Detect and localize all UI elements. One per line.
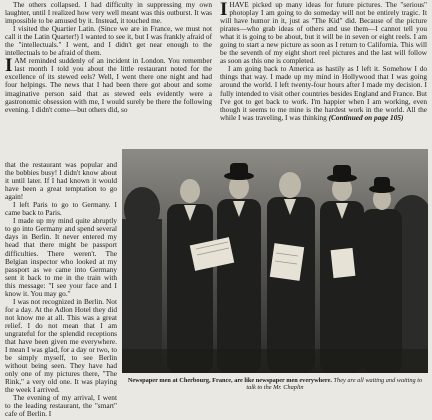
newspaper-men-photo bbox=[122, 149, 428, 373]
paragraph: The evening of my arrival, I went to the leading restaurant, the "smart" cafe of Berlin. I bbox=[5, 393, 117, 419]
paragraph: I visited the Quartier Latin. (Since we are in France, we must not call it the Latin Quarter!) I wanted to see it, but I was frankly afraid of the "intellectuals." I went, and I didn't get near enough to the intellectuals to be afraid of them. bbox=[5, 24, 212, 58]
drop-cap: I bbox=[220, 0, 228, 20]
paragraph: The others collapsed. I had difficulty in suppressing my own laughter, until I realized how very well meant was this outburst. It was impossible to be amused by it. Instead, it touched me. bbox=[5, 0, 212, 26]
paragraph: I left Paris to go to Germany. I came back to Paris. bbox=[5, 200, 117, 218]
photo-caption bbox=[124, 377, 426, 392]
caption-lead: Newspaper men at Cherbourg, France, are like newspaper men everywhere. bbox=[127, 377, 332, 384]
paragraph: I was not recognized in Berlin. Not for a day. At the Adlon Hotel they did not know me at all. This was a great relief. I do not mean that I am ungrateful for the splendid receptions that have been given me everywhere. I mean I was glad, for a day or two, to be simply myself, to see Berlin without being seen. They have had only one of my pictures there, "The Rink," a very old one. It was playing the week I arrived. bbox=[5, 296, 117, 395]
photo-illustration bbox=[122, 149, 428, 373]
caption-text: They are all waiting and waiting to talk to the Mr. Chaplin bbox=[246, 377, 423, 392]
left-column-upper bbox=[5, 1, 212, 114]
right-column bbox=[220, 1, 427, 122]
paragraph-text: HAVE picked up many ideas for future pictures. The "serious" photoplay I am going to do someday will not be entirely tragic. It will have humor in it, just as "The Kid" did. Because of the picture pirates—who grab ideas of others and use them—I cannot tell you what it is going to be about, but it will be in seven or eight reels. I am going to start a new picture as soon as I return to California. This will be the seventh of my eight short reel pictures and the last will follow as soon as this one is completed. bbox=[220, 0, 427, 66]
paragraph-text: I am going back to America as hastily as I left it. Somehow I do things that way. I made up my mind in Hollywood that I was going around the world. I left twenty-four hours after I made my decision. I fully intended to visit other countries besides England and France. But I've got to get back to work. I'm happier when I am working, even though it seems to me mine is the hardest work in the world. All the while I was traveling, I was thinking bbox=[220, 64, 427, 122]
paragraph: that the restaurant was popular and the bobbies busy! I didn't know about it until later. If I had known it would have been a great temptation to go again! bbox=[5, 161, 117, 202]
drop-cap: I bbox=[5, 55, 13, 77]
continued-note: (Continued on page 105) bbox=[328, 112, 404, 122]
left-column-lower bbox=[5, 161, 117, 420]
paragraph-text: AM reminded suddenly of an incident in London. You remember last month I told you about the little restaurant noted for the excellence of its stewed eels? Well, I went there one night and had four helpings. The news that I had been there got about and some imaginative person said that as stewed eels evidently were a gastronomic obsession with me, I would surely be there the following evening. I didn't come—but others did, so bbox=[5, 56, 212, 114]
paragraph: I made up my mind quite abruptly to go into Germany and spend several days in Berlin. It never entered my head that there might be passport difficulties. There weren't. The Belgian inspector who looked at my passport as we came into Germany sent it back to me in the train with this message: "I see your face and I know it. You may go." bbox=[5, 216, 117, 298]
paragraph bbox=[5, 57, 212, 113]
paragraph bbox=[220, 1, 427, 65]
paragraph bbox=[220, 65, 427, 121]
